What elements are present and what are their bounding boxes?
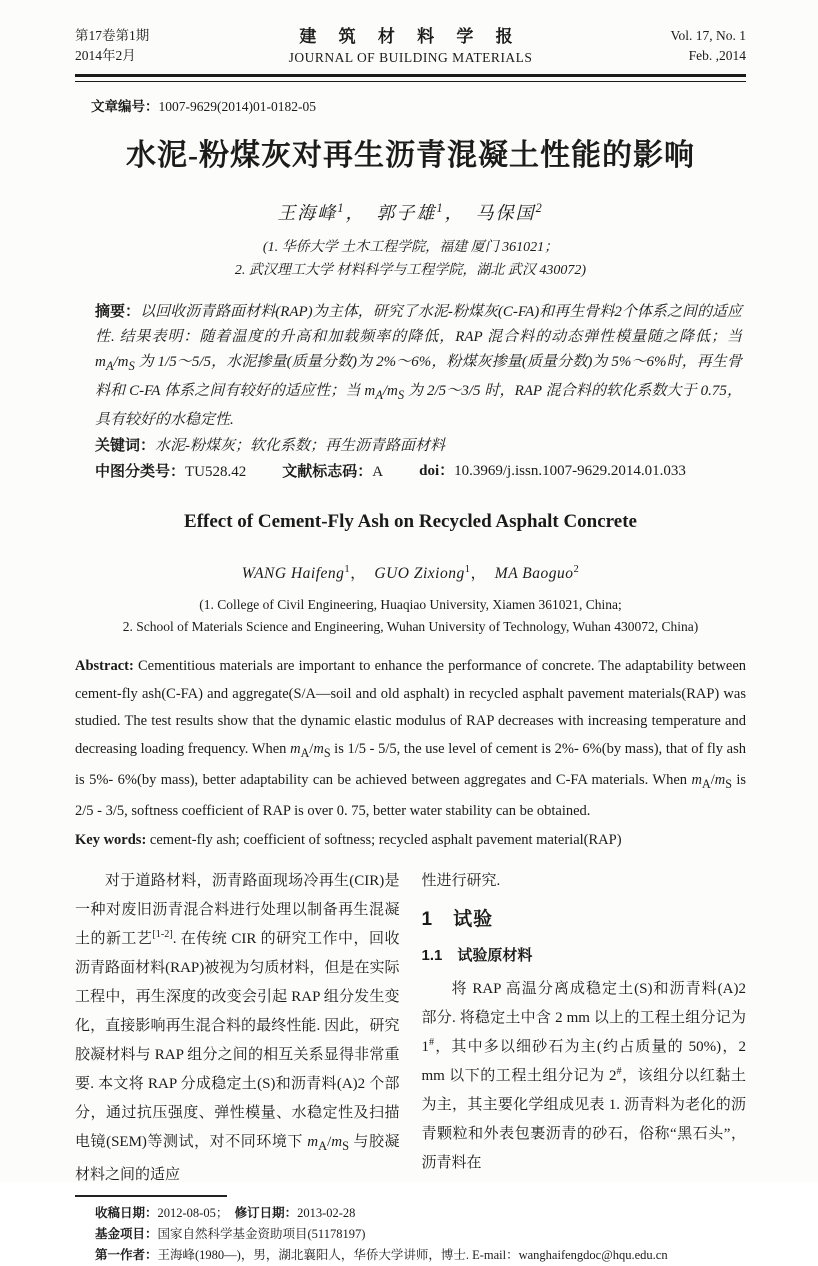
footnote-fund: 基金项目：国家自然科学基金资助项目(51178197) [95,1227,366,1242]
clc-number: 中图分类号：TU528.42 [95,463,247,480]
affiliation-en-2: 2. School of Materials Science and Engineering, Wuhan University of Technology, Wuhan 430072, China) [122,619,699,634]
affiliations-en [75,594,746,638]
abstract-zh-text: 以回收沥青路面材料(RAP)为主体，研究了水泥-粉煤灰(C-FA)和再生骨料2个体系之间的适应性. 结果表明：随着温度的升高和加载频率的降低，RAP 混合料的动态弹性模量随之降低；当 $m_A/m_S$ 为 1/5～5/5，水泥掺量(质量分数)为 2%～6%，粉煤灰掺量(质量分数)为 5%～6%时，再生骨料和 C-FA 体系之间有较好的适应性；当 $m_A/m_S$ 为 2/5～3/5 时，RAP 混合料的软化系数大于 0.75，具有较好的水稳定性. [95,304,743,428]
volume-info [578,26,746,66]
issue-date-zh: 2014年2月 [75,48,136,63]
continuation-text: 性进行研究. [421,873,501,890]
abstract-en-label: Abstract: [75,658,134,674]
journal-name [243,26,578,68]
paper-title-zh: 水泥-粉煤灰对再生沥青混凝土性能的影响 [126,139,695,172]
issue-info [75,26,243,66]
authors-en: WANG Haifeng$^1$， GUO Zixiong$^1$， MA Baoguo$^2$ [241,563,580,582]
abstract-zh-label: 摘要： [95,303,141,320]
materials-paragraph: 将 RAP 高温分离成稳定土(S)和沥青料(A)2 部分. 将稳定土中含 2 mm 以上的工程土组分记为 1#，其中多以细砂石为主(约占质量的 50%)，2 mm 以下的工程土组分记为 2#，该组分以红黏土为主，其主要化学组成见表 1. 沥青料为老化的沥青颗粒和外表包裹沥青的砂石，俗称“黑石头”，沥青料在 [421,981,746,1172]
footnote-dates: 收稿日期：2012-08-05； 修订日期：2013-02-28 [95,1206,356,1221]
intro-paragraph: 对于道路材料，沥青路面现场冷再生(CIR)是一种对废旧沥青混合料进行处理以制备再生混凝土的新工艺[1-2]. 在传统 CIR 的研究工作中，回收沥青路面材料(RAP)被视为匀质材料，但是在实际工程中，再生深度的改变会引起 RAP 组分发生变化，直接影响再生混合料的最终性能. 因此，研究胶凝材料与 RAP 组分之间的相互关系显得非常重要. 本文将 RAP 分成稳定土(S)和沥青料(A)2 个部分，通过抗压强度、弹性模量、水稳定性及扫描电镜(SEM)等测试，对不同环境下 $m_A/m_S$ 与胶凝材料之间的适应 [75,873,400,1184]
journal-name-zh: 建 筑 材 料 学 报 [299,27,522,46]
left-column [75,867,400,1190]
authors-zh: 王海峰$^1$， 郭子雄$^1$， 马保国$^2$ [277,201,544,223]
affiliation-en-1: (1. College of Civil Engineering, Huaqiao University, Xiamen 361021, China; [199,597,622,612]
article-number-value: 1007-9629(2014)01-0182-05 [158,99,316,114]
abstract-en-text: Cementitious materials are important to enhance the performance of concrete. The adaptability between cement-fly ash(C-FA) and aggregate(S/A—soil and old asphalt) in recycled asphalt pavement materials(RAP) was studied. The test results show that the dynamic elastic modulus of RAP decreases with increasing temperature and decreasing loading frequency. When $m_A/m_S$ is 1/5 - 5/5, the use level of cement is 2%- 6%(by mass), that of fly ash is 5%- 6%(by mass), better adaptability can be achieved between aggregates and C-FA materials. When $m_A/m_S$ is 2/5 - 3/5, softness coefficient of RAP is over 0. 75, better water stability can be obtained. [75,658,747,820]
keywords-en [75,827,746,855]
abstract-en [75,653,746,826]
affiliations-zh [75,236,746,282]
header-rule [75,74,746,82]
keywords-zh-label: 关键词： [95,437,156,454]
affiliation-zh-1: (1. 华侨大学 土木工程学院，福建 厦门 361021； [262,240,559,255]
affiliation-zh-2: 2. 武汉理工大学 材料科学与工程学院，湖北 武汉 430072) [234,263,587,278]
keywords-en-text: cement-fly ash; coefficient of softness; recycled asphalt pavement material(RAP) [149,831,622,848]
article-number [91,95,746,115]
keywords-en-label: Key words: [75,831,147,848]
footnotes [75,1195,746,1266]
doi: doi：10.3969/j.issn.1007-9629.2014.01.033 [419,463,686,479]
right-column [422,867,747,1190]
section-heading-1-1: 1.1 试验原材料 [421,947,533,965]
volume-number: Vol. 17, No. 1 [670,28,746,43]
keywords-zh-text: 水泥-粉煤灰；软化系数；再生沥青路面材料 [155,438,446,454]
journal-header [75,26,746,68]
footnote-divider [75,1195,227,1197]
issue-volume: 第17卷第1期 [75,28,150,43]
issue-date-en: Feb. ,2014 [688,48,746,63]
paper-title-en: Effect of Cement-Fly Ash on Recycled Asphalt Concrete [184,511,637,532]
journal-name-en: JOURNAL OF BUILDING MATERIALS [288,50,533,65]
body-columns [75,867,746,1190]
section-heading-1: 1 试验 [421,909,494,931]
abstract-zh [95,299,742,433]
article-number-label: 文章编号： [91,99,159,114]
footnote-author: 第一作者：王海峰(1980—)，男，湖北襄阳人，华侨大学讲师，博士. E-mail：wanghaifengdoc@hqu.edu.cn [95,1248,668,1263]
keywords-zh [95,433,742,459]
classification-row [95,459,742,485]
document-code: 文献标志码：A [282,463,384,480]
abstract-block-zh [95,299,742,485]
